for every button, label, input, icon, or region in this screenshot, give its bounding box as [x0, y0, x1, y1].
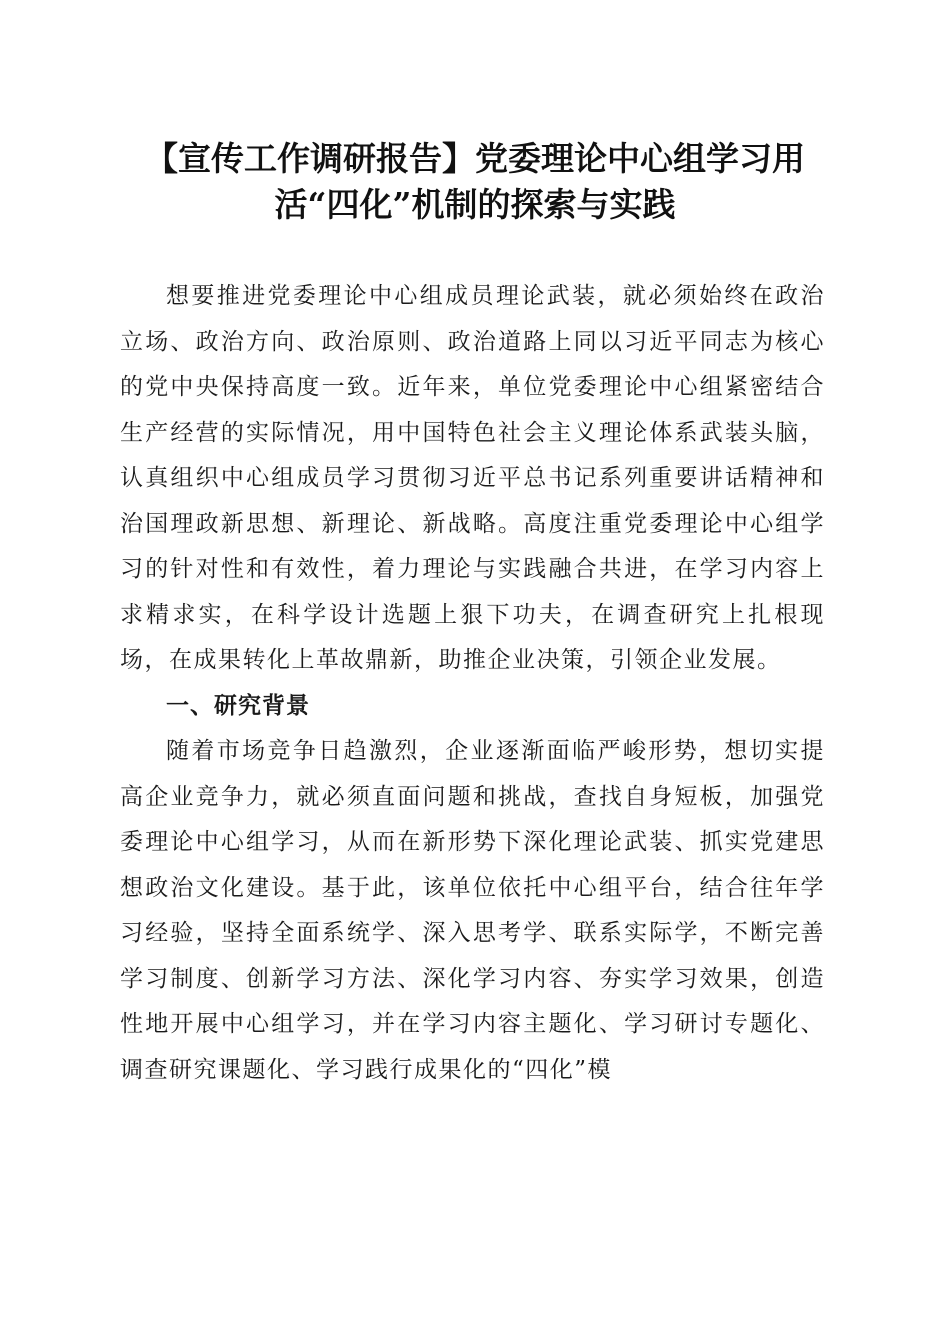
- background-paragraph: 随着市场竞争日趋激烈，企业逐渐面临严峻形势，想切实提高企业竞争力，就必须直面问题和挑战，查找自身短板，加强党委理论中心组学习，从而在新形势下深化理论武装、抓实党建思想政治文化建设。基于此，该单位依托中心组平台，结合往年学习经验，坚持全面系统学、深入思考学、联系实际学，不断完善学习制度、创新学习方法、深化学习内容、夯实学习效果，创造性地开展中心组学习，并在学习内容主题化、学习研讨专题化、调查研究课题化、学习践行成果化的“四化”模: [120, 738, 825, 1083]
- title-line-2: 活“四化”机制的探索与实践: [274, 185, 676, 224]
- document-title: [120, 136, 830, 228]
- intro-paragraph: 想要推进党委理论中心组成员理论武装，就必须始终在政治立场、政治方向、政治原则、政治道路上同以习近平同志为核心的党中央保持高度一致。近年来，单位党委理论中心组紧密结合生产经营的实际情况，用中国特色社会主义理论体系武装头脑，认真组织中心组成员学习贯彻习近平总书记系列重要讲话精神和治国理政新思想、新理论、新战略。高度注重党委理论中心组学习的针对性和有效性，着力理论与实践融合共进，在学习内容上求精求实，在科学设计选题上狠下功夫，在调查研究上扎根现场，在成果转化上革故鼎新，助推企业决策，引领企业发展。: [120, 283, 825, 673]
- title-line-1: 【宣传工作调研报告】党委理论中心组学习用: [145, 139, 805, 178]
- section-heading-background: 一、研究背景: [166, 692, 310, 719]
- document-body: [120, 274, 825, 1093]
